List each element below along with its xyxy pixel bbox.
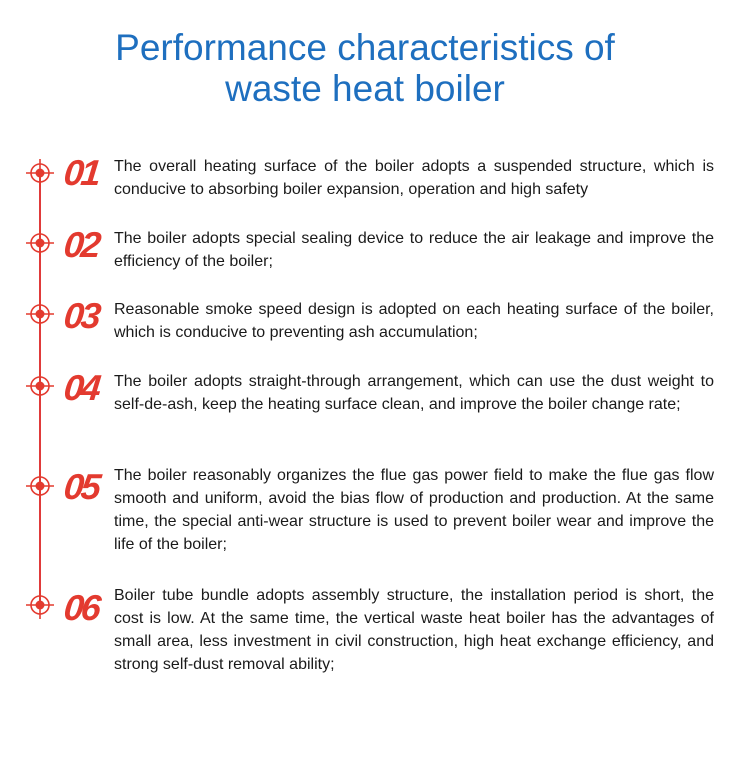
item-text: The overall heating surface of the boiler adopts a suspended structure, which is conducive to absorbing boiler expansion, operation and high safety [114, 158, 714, 198]
crosshair-icon [26, 372, 54, 400]
item-number: 05 [61, 466, 101, 507]
item-text: The boiler adopts special sealing device to reduce the air leakage and improve the efficiency of the boiler; [114, 230, 714, 270]
title-line-1: Performance characteristics of [115, 27, 615, 68]
title-line-2: waste heat boiler [225, 68, 505, 109]
crosshair-icon [26, 300, 54, 328]
crosshair-icon [26, 229, 54, 257]
crosshair-icon [26, 472, 54, 500]
item-number: 01 [61, 152, 101, 193]
item-text: The boiler adopts straight-through arrangement, which can use the dust weight to self-de-ash, keep the heating surface clean, and improve the boiler change rate; [114, 373, 714, 413]
item-number: 02 [61, 224, 101, 265]
item-number: 06 [61, 587, 101, 628]
item-text: Reasonable smoke speed design is adopted on each heating surface of the boiler, which is conducive to preventing ash accumulation; [114, 301, 714, 341]
page-title [0, 27, 730, 109]
item-text: Boiler tube bundle adopts assembly structure, the installation period is short, the cost is low. At the same time, the vertical waste heat boiler has the advantages of small area, less investment in civil construction, high heat exchange efficiency, and strong self-dust removal ability; [114, 587, 714, 673]
item-number: 03 [61, 295, 101, 336]
crosshair-icon [26, 159, 54, 187]
item-number: 04 [61, 367, 101, 408]
item-text: The boiler reasonably organizes the flue gas power field to make the flue gas flow smooth and uniform, avoid the bias flow of production and production. At the same time, the special anti-wear structure is used to prevent boiler wear and improve the life of the boiler; [114, 467, 714, 553]
crosshair-icon [26, 591, 54, 619]
